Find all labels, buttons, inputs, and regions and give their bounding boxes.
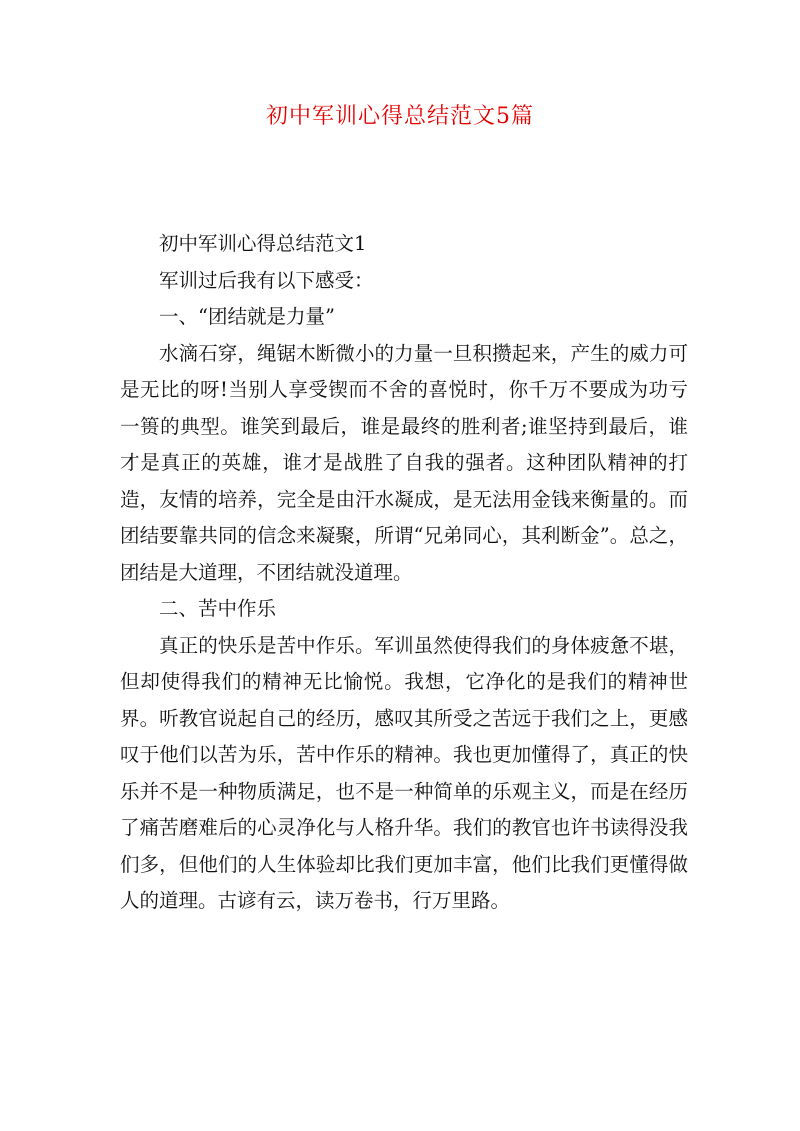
section-heading: 初中军训心得总结范文1: [159, 232, 367, 255]
paragraph-unity: 水滴石穿，绳锯木断微小的力量一旦积攒起来，产生的威力可是无比的呀!当别人享受锲而不舍的喜悦时，你千万不要成为功亏一篑的典型。谁笑到最后，谁是最终的胜利者;谁坚持到最后，谁才是真正的英雄，谁才是战胜了自我的强者。这种团队精神的打造，友情的培养，完全是由汗水凝成，是无法用金钱来衡量的。而团结要靠共同的信念来凝聚，所谓“兄弟同心，其利断金”。总之，团结是大道理，不团结就没道理。: [120, 341, 688, 584]
intro-paragraph: 军训过后我有以下感受：: [159, 268, 374, 292]
document-body: [120, 226, 688, 920]
subheading-unity: 一、“团结就是力量”: [159, 305, 335, 328]
document-title: 初中军训心得总结范文5篇: [266, 104, 534, 129]
paragraph-joy: 真正的快乐是苦中作乐。军训虽然使得我们的身体疲惫不堪，但却使得我们的精神无比愉悦。我想，它净化的是我们的精神世界。听教官说起自己的经历，感叹其所受之苦远于我们之上，更感叹于他们以苦为乐，苦中作乐的精神。我也更加懂得了，真正的快乐并不是一种物质满足，也不是一种简单的乐观主义，而是在经历了痛苦磨难后的心灵净化与人格升华。我们的教官也许书读得没我们多，但他们的人生体验却比我们更加丰富，他们比我们更懂得做人的道理。古谚有云，读万卷书，行万里路。: [120, 633, 688, 912]
subheading-joy: 二、苦中作乐: [159, 597, 277, 620]
